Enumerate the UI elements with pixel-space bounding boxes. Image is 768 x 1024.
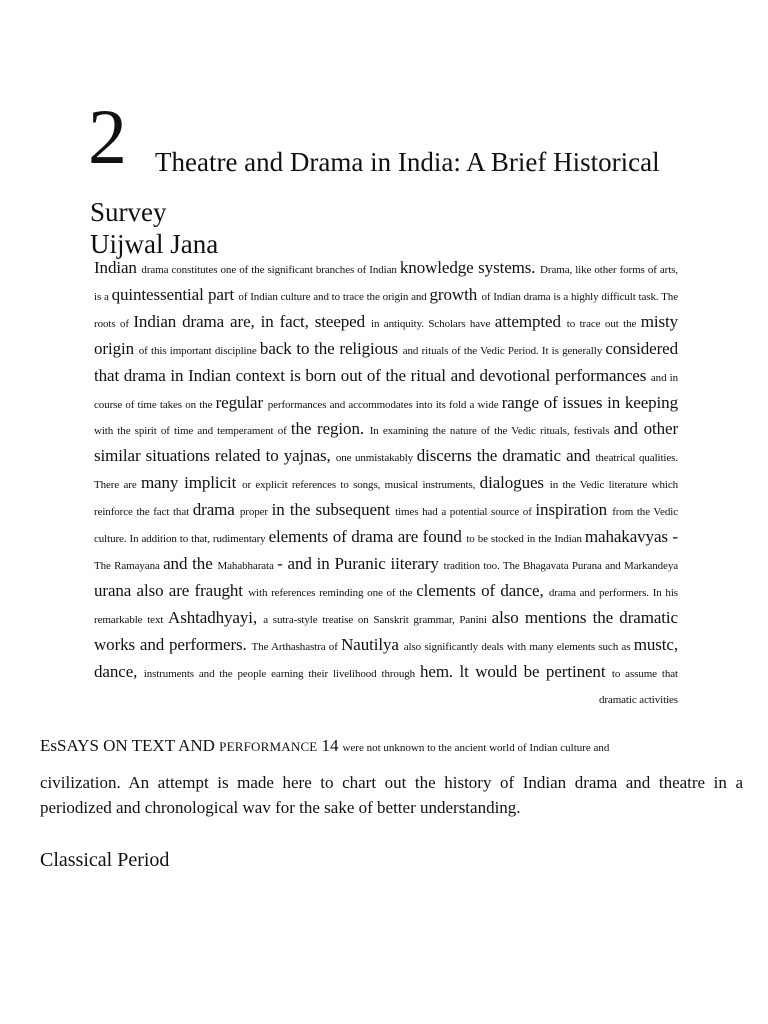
large-text-run: and the [163,553,218,573]
book-title-part-2: PERFORMANCE [219,739,318,754]
small-text-run: of Indian culture and to trace the origin and [238,290,430,303]
book-title-part-1: EsSAYS ON TEXT AND [40,736,220,755]
small-text-run: proper [239,506,272,519]
large-text-run: urana also are fraught [94,580,249,600]
small-text-run: with the spirit of time and temperament of [94,425,291,438]
large-text-run: Indian drama are, in fact, steeped [133,311,371,331]
small-text-run: The Ramayana [94,559,164,572]
small-text-run: one unmistakably [335,452,417,465]
body-paragraph: civilization. An attempt is made here to chart out the history of Indian drama and theatre in a periodized and chronological wav for the sake of better understanding. [40,773,743,817]
large-text-run: Ashtadhyayi, [168,607,264,627]
large-text-run: Nautilya [341,634,404,654]
small-text-run: times had a potential source of [395,506,536,519]
small-text-run: in the Vedic literature which reinforce the fact that [94,479,679,519]
small-text-run: Mahabharata [217,559,278,572]
small-text-run: tradition too. The Bhagavata Purana and Markandeya [443,559,679,572]
small-text-run: also significantly deals with many elements such as [403,640,634,653]
small-text-run: theatrical qualities. There are [94,452,679,492]
large-text-run: knowledge systems. [399,258,541,277]
large-text-run: dialogues [479,473,550,493]
large-text-run: quintessential part [111,284,239,304]
small-text-run: to assume that dramatic activities [598,667,678,706]
large-text-run: inspiration [535,500,613,520]
small-text-run: with references reminding one of the [248,586,417,599]
author-name: Uijwal Jana [90,229,219,259]
page-number: 14 [321,736,339,755]
small-text-run: drama constitutes one of the significant branches of Indian [141,264,400,276]
large-text-run: many implicit [140,473,243,493]
large-text-run: back to the religious [259,338,403,358]
large-text-run: and other similar situations related to yajnas, [94,419,679,466]
large-text-run: the region. [290,419,370,439]
large-text-run: attempted [494,311,567,331]
chapter-number: 2 [88,93,127,180]
large-text-run: Indian [94,258,142,277]
large-text-run: growth [429,284,482,304]
large-text-run: in the subsequent [271,500,396,520]
large-text-run: also mentions the dramatic works and performers. [94,607,678,654]
large-text-run: mahakavyas - [584,527,678,547]
large-text-run: misty origin [94,311,678,358]
small-text-run: performances and accommodates into its fold a wide [267,398,502,411]
small-text-run: to be stocked in the Indian [466,533,585,546]
large-text-run: regular [215,392,268,412]
chapter-title: Theatre and Drama in India: A Brief Historical [155,147,660,177]
large-text-run: mustc, dance, [94,634,679,681]
running-footer [40,736,740,756]
large-text-run: considered that drama in Indian context is born out of the ritual and devotional performances [94,338,679,385]
small-text-run: of Indian drama is a highly difficult task. The roots of [94,290,678,330]
section-heading: Classical Period [40,849,170,871]
small-text-run: The Arthashastra of [251,640,342,653]
large-text-run: clements of dance, [416,580,549,600]
large-text-run: range of issues in keeping [501,392,678,412]
small-text-run: and rituals of the Vedic Period. It is generally [402,344,606,357]
small-text-run: from the Vedic culture. In addition to that, rudimentary [94,506,678,546]
footer-continuation-text: were not unknown to the ancient world of Indian culture and [342,742,610,754]
large-text-run: hem. lt would be pertinent [419,661,612,681]
large-text-run: elements of drama are found [268,527,467,547]
small-text-run: of this important discipline [138,344,260,357]
small-text-run: or explicit references to songs, musical instruments, [242,479,480,492]
small-text-run: to trace out the [566,317,641,330]
small-text-run: instruments and the people earning their livelihood through [143,667,420,680]
chapter-title-continuation: Survey [90,197,167,227]
ocr-body-text [94,256,678,712]
large-text-run: - and in Puranic iiterary [277,553,444,573]
large-text-run: drama [192,500,240,520]
small-text-run: Drama, like other forms of arts, is a [94,264,678,303]
large-text-run: discerns the dramatic and [416,446,596,466]
small-text-run: In examining the nature of the Vedic rituals, festivals [369,425,614,438]
small-text-run: and in course of time takes on the [94,371,678,411]
small-text-run: in antiquity. Scholars have [370,317,495,330]
small-text-run: a sutra-style treatise on Sanskrit grammar, Panini [263,613,492,626]
small-text-run: drama and performers. In his remarkable text [94,586,678,626]
